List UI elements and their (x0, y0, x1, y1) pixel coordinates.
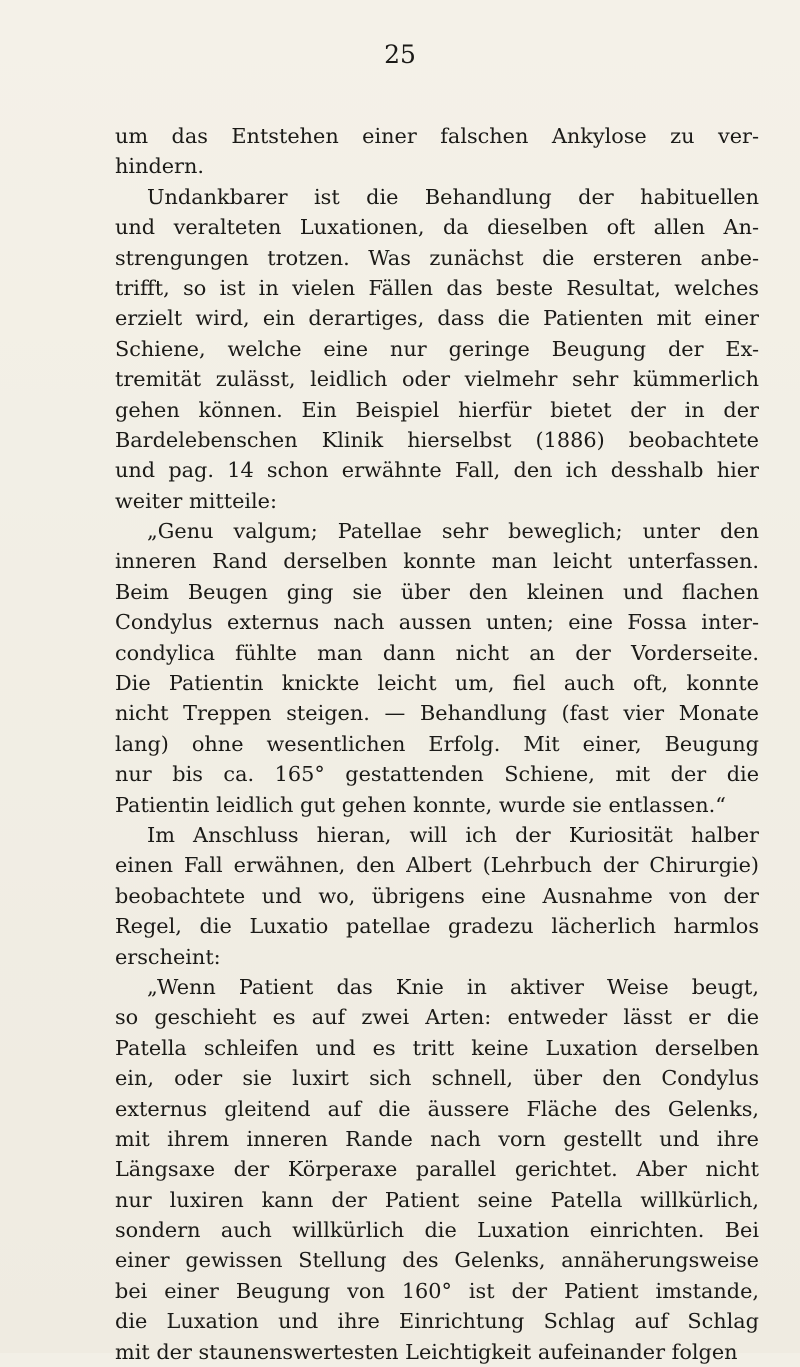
text-line: ein, oder sie luxirt sich schnell, über den Condylus (115, 1066, 759, 1091)
text-line: gehen können. Ein Beispiel hierfür bietet der in der (115, 397, 759, 422)
text-line: „Wenn Patient das Knie in aktiver Weise beugt, (147, 974, 759, 999)
text-line: strengungen trotzen. Was zunächst die ersteren anbe- (115, 245, 759, 270)
text-line: „Genu valgum; Patellae sehr beweglich; unter den (147, 519, 759, 544)
text-line: mit ihrem inneren Rande nach vorn gestellt und ihre (115, 1126, 759, 1151)
text-line: Die Patientin knickte leicht um, fiel auch oft, konnte (115, 671, 759, 696)
text-line: Schiene, welche eine nur geringe Beugung der Ex- (115, 336, 759, 361)
text-line: bei einer Beugung von 160° ist der Patient imstande, (115, 1278, 759, 1303)
text-line: Im Anschluss hieran, will ich der Kuriosität halber (147, 822, 759, 847)
text-line: weiter mitteile: (115, 488, 277, 513)
text-line: Undankbarer ist die Behandlung der habituellen (147, 184, 759, 209)
text-line: beobachtete und wo, übrigens eine Ausnahme von der (115, 883, 759, 908)
text-line: Regel, die Luxatio patellae gradezu lächerlich harmlos (115, 914, 759, 939)
text-line: nur luxiren kann der Patient seine Patella willkürlich, (115, 1187, 759, 1212)
text-line: tremität zulässt, leidlich oder vielmehr sehr kümmerlich (115, 367, 759, 392)
text-line: Patientin leidlich gut gehen konnte, wurde sie entlassen.“ (115, 792, 726, 817)
page-number: 25 (384, 40, 416, 69)
text-line: die Luxation und ihre Einrichtung Schlag auf Schlag (115, 1309, 759, 1334)
text-line: hindern. (115, 154, 205, 179)
text-line: lang) ohne wesentlichen Erfolg. Mit einer, Beugung (115, 731, 759, 756)
text-line: und veralteten Luxationen, da dieselben oft allen An- (115, 215, 759, 240)
text-line: erzielt wird, ein derartiges, dass die Patienten mit einer (115, 306, 759, 331)
text-line: nur bis ca. 165° gestattenden Schiene, mit der die (115, 762, 759, 787)
text-line: erscheint: (115, 944, 221, 969)
text-line: einen Fall erwähnen, den Albert (Lehrbuch der Chirurgie) (115, 853, 759, 878)
text-line: mit der staunenswertesten Leichtigkeit aufeinander folgen (115, 1339, 738, 1364)
text-line: Condylus externus nach aussen unten; eine Fossa inter- (115, 610, 759, 635)
text-line: sondern auch willkürlich die Luxation einrichten. Bei (115, 1218, 759, 1243)
text-line: um das Entstehen einer falschen Ankylose zu ver- (115, 124, 759, 148)
text-line: trifft, so ist in vielen Fällen das beste Resultat, welches (115, 275, 759, 300)
text-line: einer gewissen Stellung des Gelenks, annäherungsweise (115, 1248, 759, 1273)
text-line: nicht Treppen steigen. — Behandlung (fast vier Monate (115, 701, 759, 726)
text-line: Beim Beugen ging sie über den kleinen und flachen (115, 579, 759, 604)
text-line: Patella schleifen und es tritt keine Luxation derselben (115, 1035, 759, 1060)
body-text (115, 121, 759, 1367)
text-line: und pag. 14 schon erwähnte Fall, den ich desshalb hier (115, 458, 759, 483)
text-line: Bardelebenschen Klinik hierselbst (1886) beobachtete (115, 427, 759, 452)
text-line: inneren Rand derselben konnte man leicht unterfassen. (115, 549, 759, 574)
text-line: externus gleitend auf die äussere Fläche des Gelenks, (115, 1096, 759, 1121)
text-line: condylica fühlte man dann nicht an der Vorderseite. (115, 640, 759, 665)
text-line: Längsaxe der Körperaxe parallel gerichtet. Aber nicht (115, 1157, 759, 1182)
text-line: so geschieht es auf zwei Arten: entweder lässt er die (115, 1005, 759, 1030)
